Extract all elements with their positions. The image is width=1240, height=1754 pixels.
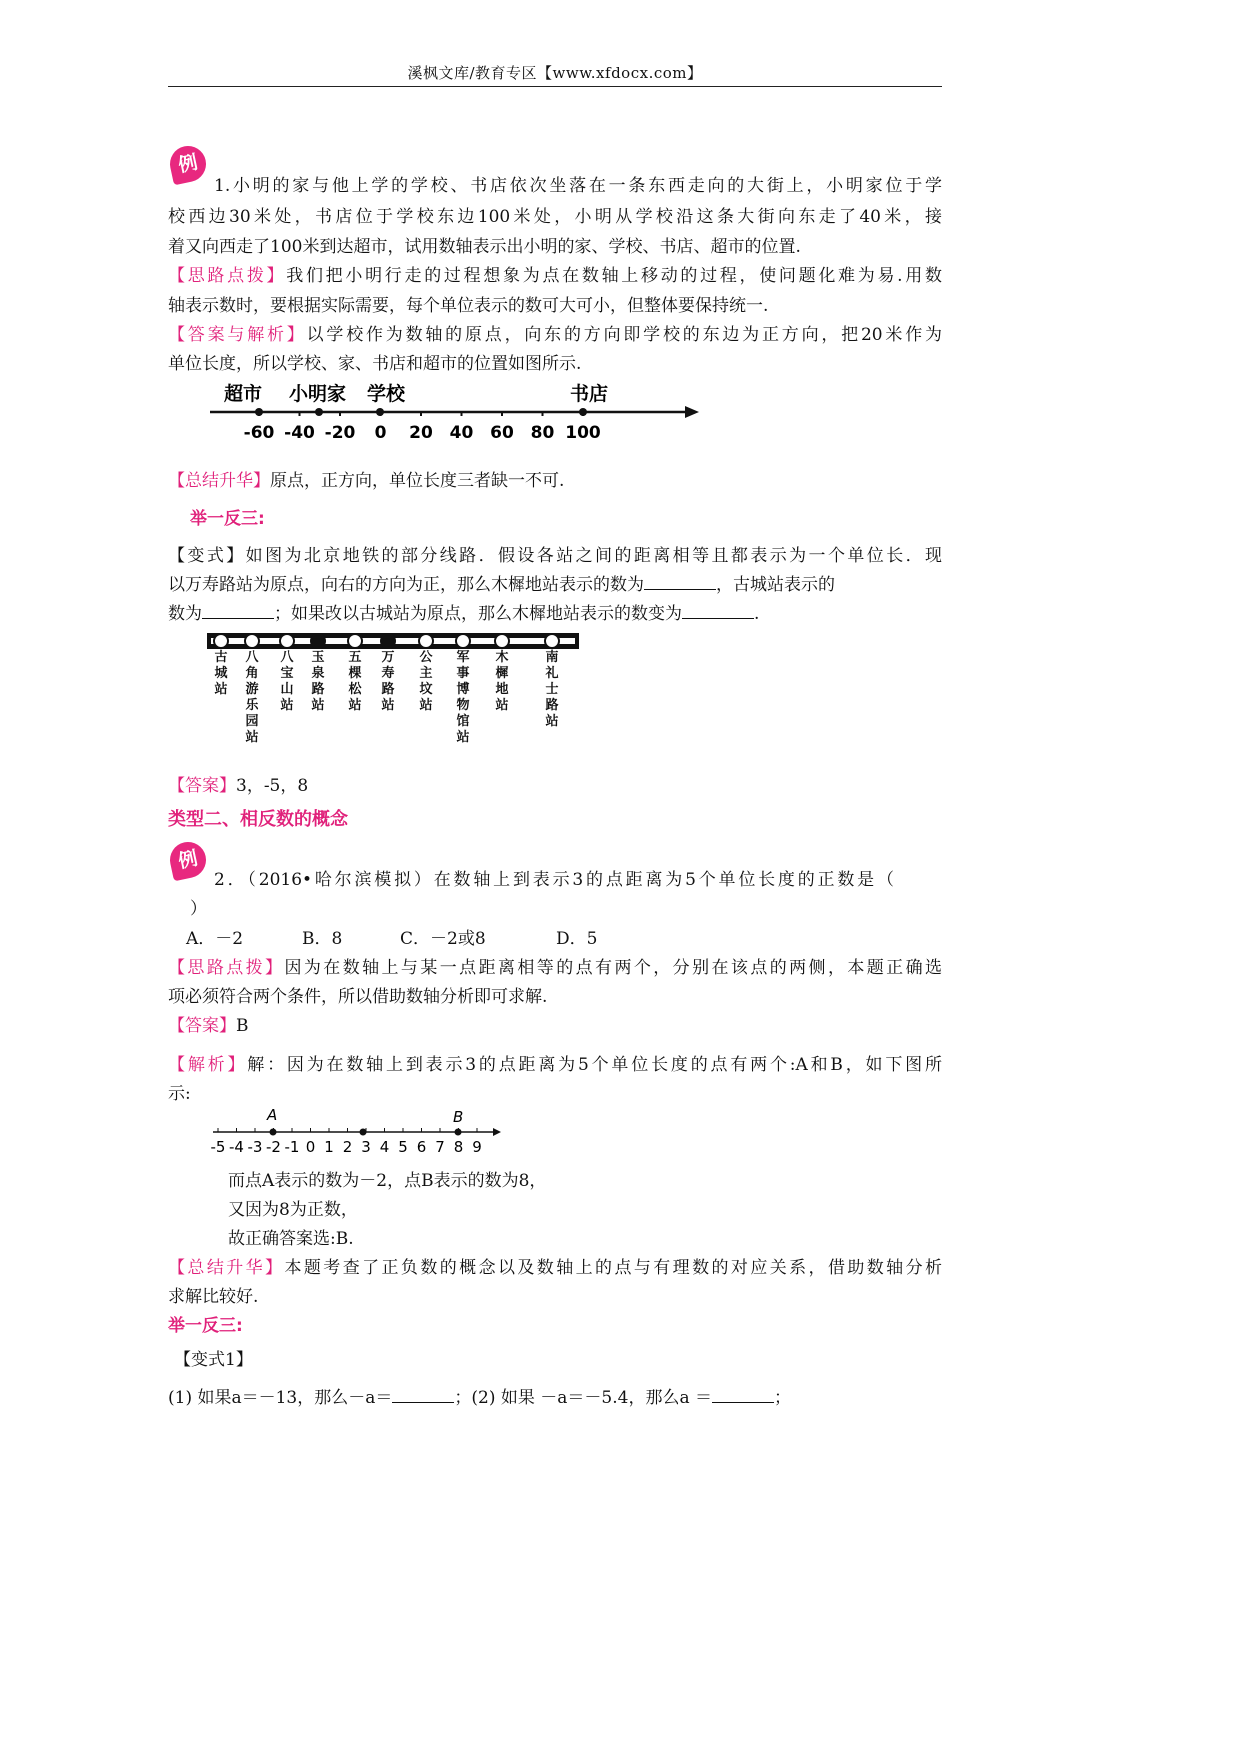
answer-analysis-tag: 【答案与解析】 — [168, 325, 307, 345]
tick-label: 8 — [453, 1138, 464, 1156]
option-b: B．8 — [302, 929, 343, 949]
variant-text-6: . — [754, 604, 760, 624]
tick-label: 40 — [449, 423, 474, 443]
point-bookstore — [579, 408, 587, 416]
example2-analysis-2: 示: — [168, 1084, 191, 1104]
numberline-figure-2 — [205, 1106, 505, 1158]
station-label: 五棵松站 — [348, 650, 362, 713]
variant-text-2: 以万寿路站为原点，向右的方向为正，那么木樨地站表示的数为 — [168, 575, 644, 595]
station-marker — [545, 634, 559, 648]
station-label: 古城站 — [214, 650, 228, 697]
example2-answer — [168, 1012, 942, 1041]
tick-label: -3 — [247, 1138, 263, 1156]
analysis-text: 解：因为在数轴上到表示3的点距离为5个单位长度的点有两个:A和B，如下图所 — [247, 1055, 943, 1075]
example1-answer-2: 单位长度，所以学校、家、书店和超市的位置如图所示. — [168, 354, 582, 374]
variant2-q2: ；(2) 如果 －a＝－5.4，那么a ＝ — [454, 1388, 712, 1408]
variant2-end: ； — [774, 1388, 791, 1408]
variant-text-4: 数为 — [168, 604, 202, 624]
point-home — [315, 408, 323, 416]
answer-text: 以学校作为数轴的原点，向东的方向即学校的东边为正方向，把20米作为 — [306, 325, 942, 345]
station-marker — [280, 634, 294, 648]
point-three — [360, 1129, 367, 1136]
hint-tag: 【思路点拨】 — [168, 266, 287, 286]
option-d: D．5 — [556, 929, 598, 949]
example2-after-3: 故正确答案选:B. — [228, 1229, 354, 1249]
axis-arrow-2 — [493, 1128, 501, 1136]
tick-label: 20 — [409, 423, 433, 443]
variant-text-5: ；如果改以古城站为原点，那么木樨地站表示的数变为 — [274, 604, 682, 624]
tick-label: 1 — [324, 1138, 334, 1156]
variant2-q1: (1) 如果a＝－13，那么－a＝ — [168, 1388, 393, 1408]
tick-label: 0 — [305, 1138, 316, 1156]
variant-answer — [168, 772, 942, 801]
example2-after-1: 而点A表示的数为－2，点B表示的数为8， — [228, 1171, 547, 1191]
point-supermarket — [255, 408, 263, 416]
axis-arrow — [685, 406, 699, 418]
example2-question-2: ） — [190, 899, 207, 919]
tick-label: -2 — [266, 1138, 281, 1156]
tick-label: -1 — [284, 1138, 300, 1156]
point-b — [455, 1129, 462, 1136]
tick-label: 80 — [530, 423, 555, 443]
station-marker — [214, 634, 228, 648]
answer-value-2: B — [236, 1016, 249, 1036]
answer-value: 3，-5，8 — [236, 776, 309, 796]
label-b: B — [453, 1108, 464, 1126]
tick-label: -20 — [324, 423, 356, 443]
station-marker — [381, 634, 395, 648]
tick-label: 2 — [342, 1138, 353, 1156]
analysis-tag: 【解析】 — [168, 1055, 248, 1075]
station-marker — [495, 634, 509, 648]
station-marker — [311, 634, 325, 648]
station-label: 八宝山站 — [280, 650, 294, 713]
label-a: A — [267, 1106, 278, 1124]
tick-label: 4 — [379, 1138, 390, 1156]
practice-heading: 举一反三: — [190, 509, 265, 529]
example1-line-2: 校西边30米处，书店位于学校东边100米处，小明从学校沿这条大街向东走了40米，接 — [168, 207, 942, 227]
blank-3 — [682, 600, 754, 619]
station-label: 南礼士路站 — [545, 650, 559, 729]
tick-label: -40 — [284, 423, 315, 443]
station-label: 玉泉路站 — [311, 650, 325, 713]
tick-label: 7 — [435, 1138, 445, 1156]
answer-tag: 【答案】 — [168, 776, 236, 796]
tick-label: -5 — [210, 1138, 226, 1156]
station-marker — [245, 634, 259, 648]
option-c: C．－2或8 — [400, 929, 486, 949]
tick-label: -60 — [243, 423, 275, 443]
station-marker — [348, 634, 362, 648]
example2-options — [186, 925, 960, 954]
example1-hint-2: 轴表示数时，要根据实际需要，每个单位表示的数可大可小，但整体要保持统一. — [168, 296, 769, 316]
variant-line-3 — [168, 600, 942, 629]
point-school — [376, 408, 384, 416]
summary-tag: 【总结升华】 — [168, 471, 270, 491]
station-label: 万寿路站 — [381, 650, 395, 713]
blank-4 — [392, 1384, 454, 1403]
tick-label: 3 — [361, 1138, 371, 1156]
blank-2 — [202, 600, 274, 619]
tick-label: 5 — [398, 1138, 408, 1156]
hint-text-2: 因为在数轴上与某一点距离相等的点有两个，分别在该点的两侧，本题正确选 — [284, 958, 943, 978]
page-header: 溪枫文库/教育专区【www.xfdocx.com】 — [168, 60, 942, 87]
practice-heading-2: 举一反三: — [168, 1316, 243, 1336]
station-marker — [456, 634, 470, 648]
hint-tag-2: 【思路点拨】 — [168, 958, 285, 978]
summary-text-2: 本题考查了正负数的概念以及数轴上的点与有理数的对应关系，借助数轴分析 — [284, 1258, 943, 1278]
example1-hint-1 — [168, 262, 942, 291]
example-badge: 例 — [167, 143, 210, 186]
example1-answer-1 — [168, 321, 942, 350]
variant2-question — [168, 1384, 942, 1413]
variant2-tag: 【变式1】 — [174, 1350, 253, 1370]
summary-text: 原点，正方向，单位长度三者缺一不可. — [270, 471, 565, 491]
answer-tag-2: 【答案】 — [168, 1016, 236, 1036]
tick-label: 60 — [490, 423, 514, 443]
label-xiaoming-home: 小明家 — [289, 383, 347, 405]
station-label: 木樨地站 — [495, 650, 509, 713]
example2-question-1: 2．（2016•哈尔滨模拟）在数轴上到表示3的点距离为5个单位长度的正数是（ — [214, 870, 894, 890]
option-a: A．－2 — [186, 929, 244, 949]
tick-label: 0 — [374, 423, 387, 443]
label-bookstore: 书店 — [570, 383, 609, 405]
example2-analysis-1 — [168, 1051, 942, 1080]
blank-5 — [712, 1384, 774, 1403]
example1-line-3: 着又向西走了100米到达超市，试用数轴表示出小明的家、学校、书店、超市的位置. — [168, 237, 801, 257]
tick-group — [244, 412, 601, 443]
variant-line-2 — [168, 571, 942, 600]
example2-summary-1 — [168, 1254, 942, 1283]
example2-hint-2: 项必须符合两个条件，所以借助数轴分析即可求解. — [168, 987, 548, 1007]
variant-line-1 — [168, 542, 942, 571]
section-title: 类型二、相反数的概念 — [168, 809, 348, 830]
tick-label: 100 — [565, 423, 601, 443]
tick-label: 9 — [472, 1138, 482, 1156]
example2-after-2: 又因为8为正数， — [228, 1200, 358, 1220]
point-a — [270, 1129, 277, 1136]
example1-summary — [168, 467, 942, 496]
station-label: 八角游乐园站 — [245, 650, 259, 745]
variant-text-1: 如图为北京地铁的部分线路．假设各站之间的距离相等且都表示为一个单位长．现 — [245, 546, 943, 566]
label-school: 学校 — [367, 383, 406, 405]
example1-line-1: 1.小明的家与他上学的学校、书店依次坐落在一条东西走向的大街上，小明家位于学 — [214, 176, 942, 196]
example-badge-2: 例 — [167, 839, 210, 882]
station-label: 军事博物馆站 — [456, 650, 470, 745]
station-marker — [419, 634, 433, 648]
variant-text-3: ，古城站表示的 — [716, 575, 835, 595]
variant-tag: 【变式】 — [168, 546, 246, 566]
tick-label: -4 — [229, 1138, 244, 1156]
label-supermarket: 超市 — [224, 383, 263, 405]
numberline-figure-1 — [205, 378, 705, 444]
blank-1 — [644, 571, 716, 590]
station-label: 公主坟站 — [419, 650, 433, 713]
tick-label: 6 — [416, 1138, 427, 1156]
summary-tag-2: 【总结升华】 — [168, 1258, 285, 1278]
hint-text: 我们把小明行走的过程想象为点在数轴上移动的过程，使问题化难为易.用数 — [286, 266, 943, 286]
example2-summary-2: 求解比较好. — [168, 1287, 259, 1307]
example2-hint-1 — [168, 954, 942, 983]
